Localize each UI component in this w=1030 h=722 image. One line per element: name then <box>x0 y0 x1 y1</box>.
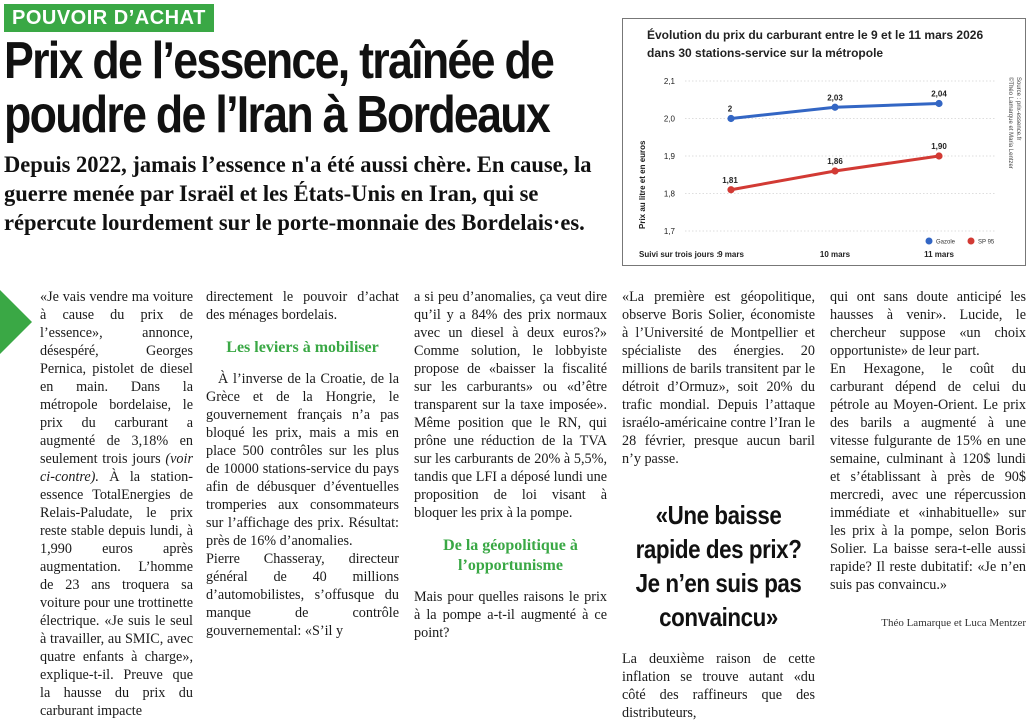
chart-xtick-label: 11 mars <box>924 250 954 259</box>
chart-data-label: 2 <box>727 104 733 114</box>
chart-ylabel: Prix au litre et en euros <box>638 140 647 229</box>
chart-point <box>831 167 838 174</box>
chart-ytick-label: 1,9 <box>663 152 675 161</box>
section-kicker: POUVOIR D’ACHAT <box>4 4 214 32</box>
body-column-2 <box>206 288 399 640</box>
chart-xlabel-prefix: Suivi sur trois jours : <box>639 250 720 259</box>
chart-point <box>831 104 838 111</box>
chart-ytick-label: 1,7 <box>663 227 675 236</box>
body-column-5 <box>830 288 1026 632</box>
chart-ytick-label: 2,0 <box>663 114 675 124</box>
chart-data-label: 1,86 <box>827 157 843 166</box>
headline-line-1: Prix de l’essence, traînée de <box>4 32 554 90</box>
paragraph: directement le pouvoir d’achat des ménages bordelais. <box>206 289 399 323</box>
chart-source: Source : prix-essence.fr <box>1015 77 1021 141</box>
price-chart <box>622 18 1026 266</box>
paragraph: «La première est géopolitique, observe Boris Solier, économiste à l’Université de Montpellier et spécialiste des énergies. 20 millions de barils transitent par le détroit d’Ormuz», soit 20% du trafic mondial. Depuis l’attaque israélo-américaine contre l’Iran le 28 février, presque aucun baril n’y passe. <box>622 289 815 467</box>
chart-xtick-label: 10 mars <box>819 250 851 259</box>
headline-line-2: poudre de l’Iran à Bordeaux <box>4 86 549 144</box>
body-column-3 <box>414 288 607 642</box>
chart-point <box>935 152 942 159</box>
standfirst: Depuis 2022, jamais l’essence n'a été aussi chère. En cause, la guerre menée par Israël et les États-Unis en Iran, qui se répercute lourdement sur le porte-monnaie des Bordelais·es. <box>4 152 592 235</box>
chart-subtitle: dans 30 stations-service sur la métropole <box>647 46 884 60</box>
chart-data-label: 1,90 <box>931 142 947 151</box>
chart-legend-label: Gazole <box>936 239 956 246</box>
headline <box>4 32 554 144</box>
paragraph: La deuxième raison de cette inflation se trouve autant «du côté des raffineurs que des distributeurs, <box>622 651 815 721</box>
chart-ytick-label: 1,8 <box>663 189 675 199</box>
subheading-levers: Les leviers à mobiliser <box>226 339 379 356</box>
chart-legend-swatch <box>926 238 933 245</box>
chart-legend-swatch <box>968 238 975 245</box>
see-opposite-note: (voir ci-contre). <box>40 451 193 485</box>
chart-credit: ©Théo Lamarque et Maria Lentzer <box>1007 77 1013 169</box>
subheading-geopolitics: De la géopolitique à l’opportunisme <box>443 537 578 574</box>
paragraph: En Hexagone, le coût du carburant dépend de celui du pétrole au Moyen-Orient. Le prix des barils a augmenté à une vitesse fulgurante de 15% en une semaine, culminant à 120$ lundi et s’établissant à près de 90$ mercredi, avec une répercussion immédiate et «inhabituelle» sur les prix à la pompe, selon Boris Solier. La baisse sera-t-elle aussi rapide? Il reste dubitatif: «Je n’en suis pas convaincu.» <box>830 361 1026 593</box>
paragraph: À l’inverse de la Croatie, de la Grèce et de la Hongrie, le gouvernement français n’a pas bloqué les prix, mais a mis en place 500 contrôles sur les plus de 10000 stations-service du pays afin de débusquer d’éventuelles tromperies aux consommateurs sur l’affichage des prix. Résultat: près de 16% d’anomalies. <box>206 371 399 549</box>
chart-point <box>727 186 734 193</box>
paragraph: Mais pour quelles raisons le prix à la pompe a-t-il augmenté à ce point? <box>414 589 607 641</box>
paragraph: Pierre Chasseray, directeur général de 40 millions d’automobilistes, s’offusque du manque de contrôle gouvernemental: «S’il y <box>206 551 399 639</box>
pull-quote: «Une baisse rapide des prix? Je n’en suis pas convaincu» <box>635 500 802 632</box>
chart-title: Évolution du prix du carburant entre le 9 et le 11 mars 2026 <box>647 28 984 42</box>
body-column-4 <box>622 288 815 722</box>
chart-data-label: 1,81 <box>722 175 738 185</box>
lead-text-cont: À la station-essence TotalEnergies de Relais-Paludate, le prix reste stable depuis lundi, à 1,990 euros après augmentation. L’homme de 23 ans troquera sa voiture pour une trottinette électrique. «Je suis le seul à travailler, au SMIC, avec quatre enfants à charge», explique-t-il. Preuve que la hausse du prix du carburant impacte <box>40 469 193 719</box>
chart-svg <box>623 19 1025 265</box>
paragraph: qui ont sans doute anticipé les hausses à venir». Lucide, le chercheur suppose «un choix opportuniste» de leur part. <box>830 289 1026 359</box>
chart-legend-label: SP 95 <box>978 239 995 246</box>
chart-xtick-label: 9 mars <box>718 250 744 259</box>
chart-ytick-label: 2,1 <box>663 77 675 86</box>
lead-text: «Je vais vendre ma voiture à cause du prix de l’essence», annonce, désespéré, Georges Pernica, pistolet de diesel en main. Dans la métropole bordelaise, le prix du carburant a augmenté de 3,18% en seulement trois jours <box>40 289 193 467</box>
byline: Théo Lamarque et Luca Mentzer <box>881 617 1026 629</box>
body-column-1 <box>0 288 193 720</box>
chart-data-label: 2,03 <box>827 93 843 103</box>
chart-data-label: 2,04 <box>931 89 947 99</box>
paragraph: a si peu d’anomalies, ça veut dire qu’il y a 84% des prix normaux avec un diesel à deux euros?» Comme solution, le lobbyiste propose de «baisser la fiscalité sur les carburants» ou «d’être transparent sur la taxe imposée». Même position que le RN, qui prône une réduction de la TVA sur les carburants de 20% à 5,5%, tandis que LFI a déposé lundi une proposition de loi visant à bloquer les prix à la pompe. <box>414 289 607 521</box>
lead-paragraph <box>0 288 193 720</box>
chart-point <box>727 115 734 122</box>
chart-point <box>935 100 942 107</box>
